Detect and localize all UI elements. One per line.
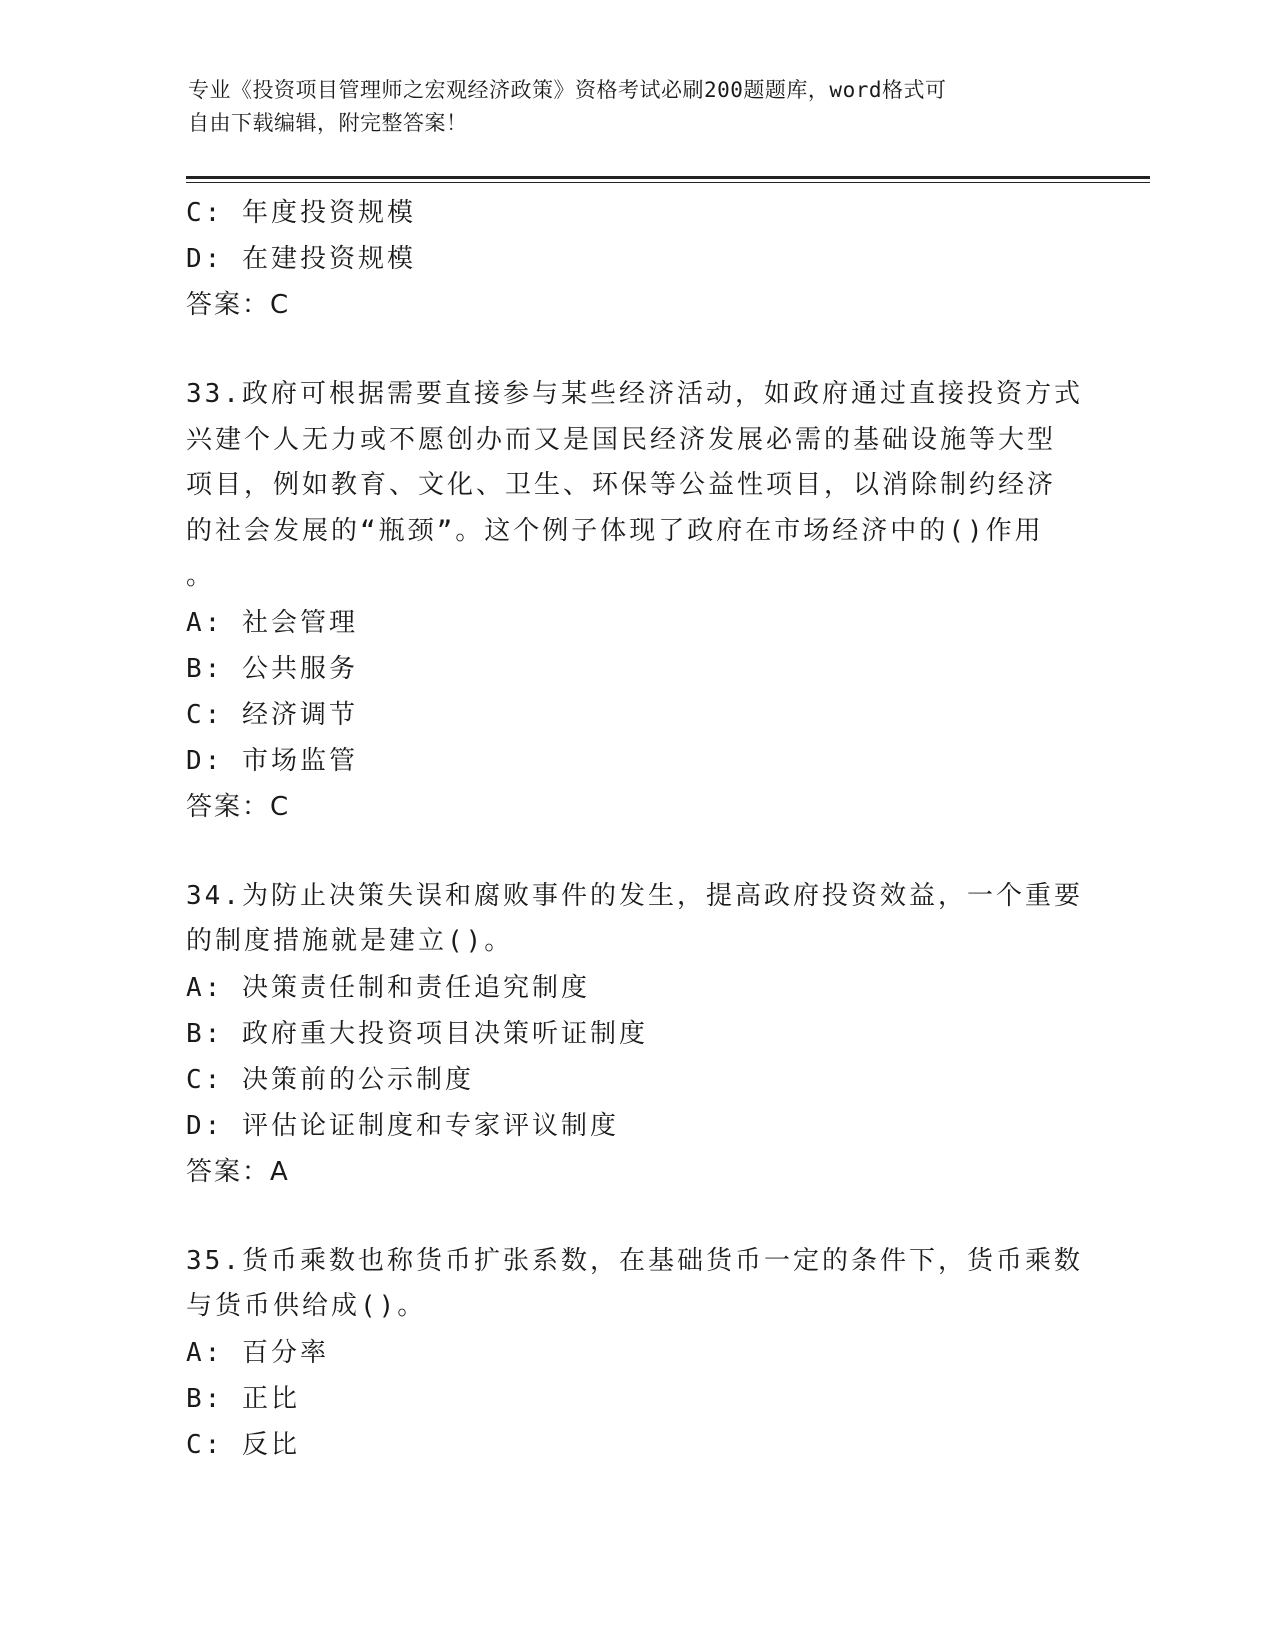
option-c: C: 经济调节 [186,699,358,730]
option-d: D: 市场监管 [186,745,358,776]
question-text-line: 的社会发展的“瓶颈”。这个例子体现了政府在市场经济中的()作用 [186,515,1044,546]
question-text-line: 与货币供给成()。 [186,1291,427,1321]
option-c: C: 反比 [186,1429,300,1460]
option-b: B: 政府重大投资项目决策听证制度 [186,1018,648,1049]
option-a: A: 社会管理 [186,607,358,638]
answer-line: 答案：A [186,1156,290,1187]
header-rule-thin [186,182,1150,183]
option-b: B: 公共服务 [186,653,358,684]
answer-line: 答案：C [186,791,291,822]
question-text-line: 项目，例如教育、文化、卫生、环保等公益性项目，以消除制约经济 [186,470,1057,500]
question-text-line: 35.货币乘数也称货币扩张系数，在基础货币一定的条件下，货币乘数 [186,1245,1083,1276]
answer-line: 答案：C [186,290,291,320]
option-c: C: 年度投资规模 [186,198,416,228]
header-line-1: 专业《投资项目管理师之宏观经济政策》资格考试必刷200题题库，word格式可 [188,78,947,102]
question-text-line: 。 [186,561,216,591]
header-line-2: 自由下载编辑，附完整答案！ [188,111,468,135]
question-33 [186,372,1083,830]
option-a: A: 决策责任制和责任追究制度 [186,972,590,1003]
option-b: B: 正比 [186,1383,300,1414]
document-header [188,74,1068,140]
question-text-line: 兴建个人无力或不愿创办而又是国民经济发展必需的基础设施等大型 [186,424,1057,455]
header-rule-thick [186,176,1150,179]
question-text-line: 33.政府可根据需要直接参与某些经济活动，如政府通过直接投资方式 [186,379,1083,409]
option-d: D: 在建投资规模 [186,244,416,274]
question-35 [186,1239,1083,1468]
question-34 [186,874,1083,1195]
question-text-line: 34.为防止决策失误和腐败事件的发生，提高政府投资效益，一个重要 [186,880,1083,911]
option-c: C: 决策前的公示制度 [186,1064,474,1095]
document-content [186,190,1083,1468]
question-32-continued [186,190,1076,328]
option-d: D: 评估论证制度和专家评议制度 [186,1110,619,1141]
option-a: A: 百分率 [186,1337,329,1368]
question-text-line: 的制度措施就是建立()。 [186,926,514,956]
